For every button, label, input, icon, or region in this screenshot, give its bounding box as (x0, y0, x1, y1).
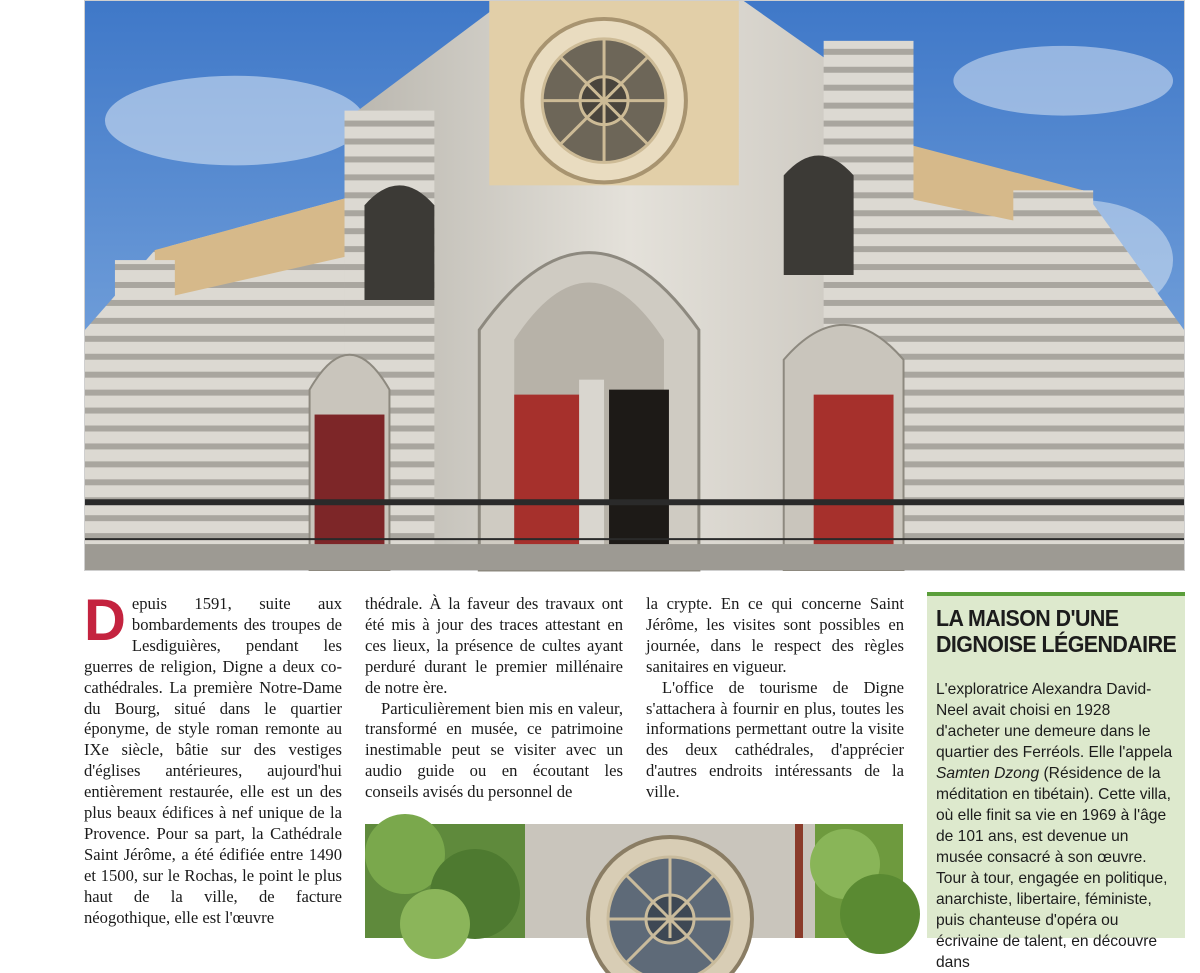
article-column-3 (646, 594, 904, 803)
sidebar-title-line: DIGNOISE LÉGENDAIRE (936, 631, 1177, 657)
article-paragraph: thédrale. À la faveur des travaux ont été mis à jour des traces attestant en ces lieux, la présence de cultes ayant perduré durant le premier millénaire de notre ère. (365, 594, 623, 697)
sidebar-title-line: LA MAISON D'UNE (936, 605, 1119, 631)
article-column-1 (84, 588, 342, 929)
article-text: epuis 1591, suite aux bombardements des troupes de Lesdiguières, pendant les guerres de religion, Digne a deux co-cathédrales. La première Notre-Dame du Bourg, situé dans le quartier éponyme, de style roman remonte au IXe siècle, bâtie sur des vestiges d'églises antérieures, aujourd'hui entièrement restaurée, elle est un des plus beaux édifices à nef unique de la Provence. Pour sa part, la Cathédrale Saint Jérôme, a été édifiée entre 1490 et 1500, sur le Rochas, le point le plus haut de la ville, de facture néogothique, elle est l'œuvre (84, 594, 342, 927)
cathedral-photo (84, 0, 1185, 571)
article-paragraph: Particulièrement bien mis en valeur, transformé en musée, ce patrimoine inestimable peut se visiter avec un audio guide ou en écoutant les conseils avisés du personnel de (365, 698, 623, 802)
sidebar-body (936, 679, 1175, 973)
sidebar-title (936, 605, 1177, 657)
rose-window-illustration (365, 824, 903, 938)
sidebar-text: (Résidence de la méditation en tibétain). Cette villa, où elle finit sa vie en 1969 à l'âge de 101 ans, est devenue un musée consacré à son œuvre. Tour à tour, engagée en politique, anarchiste, libertaire, féministe, puis chanteuse d'opéra ou écrivaine de talent, en découvre dans (936, 765, 1171, 971)
article-paragraph: la crypte. En ce qui concerne Saint Jérôme, les visites sont possibles en journée, dans le respect des règles sanitaires en vigueur. (646, 594, 904, 676)
cathedral-facade-illustration (85, 1, 1184, 570)
sidebar-text: L'exploratrice Alexandra David-Neel avait choisi en 1928 d'acheter une demeure dans le quartier des Ferréols. Elle l'appela (936, 681, 1173, 761)
article-paragraph: L'office de tourisme de Digne s'attachera à fournir en plus, toutes les informations permettant outre la visite des deux cathédrales, d'apprécier d'autres endroits intéressants de la ville. (646, 677, 904, 802)
article-column-2 (365, 594, 623, 803)
drop-cap: D (84, 588, 126, 653)
cathedral-detail-photo (365, 824, 903, 938)
article-paragraph (84, 588, 342, 929)
sidebar-italic-name: Samten Dzong (936, 765, 1040, 782)
sidebar-box (927, 592, 1185, 971)
